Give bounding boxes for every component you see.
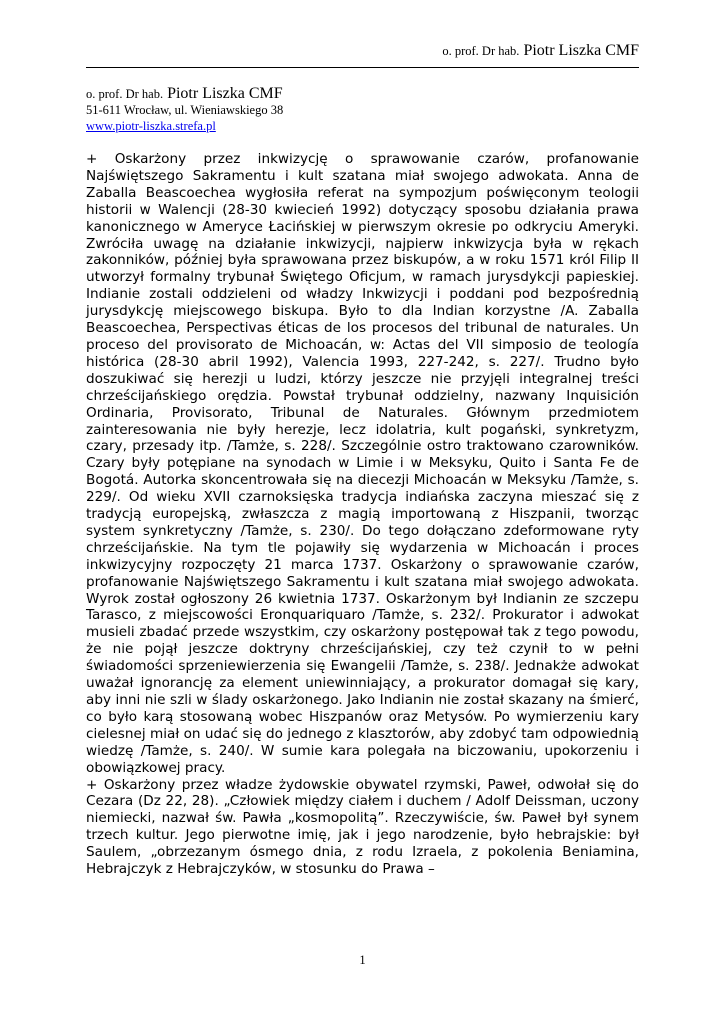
header-title-prefix: o. prof. Dr hab. — [442, 44, 520, 58]
header-author-name: Piotr Liszka CMF — [523, 42, 639, 59]
author-line — [86, 86, 283, 102]
body-paragraph-2: + Oskarżony przez władze żydowskie obywatel rzymski, Paweł, odwołał się do Cezara (Dz 22, 28). „Człowiek między ciałem i duchem / Adolf Deissman, uczony niemiecki, nazwał św. Pawła „kosmopolitą”. Rzeczywiście, św. Paweł był synem trzech kultur. Jego pierwotne imię, jak i jego narodzenie, było hebrajskie: był Saulem, „obrzezanym ósmego dnia, z rodu Izraela, z pokolenia Beniamina, Hebrajczyk z Hebrajczyków, w stosunku do Prawa – — [86, 776, 639, 878]
author-title-prefix: o. prof. Dr hab. — [86, 87, 164, 101]
running-header — [442, 42, 639, 60]
author-block — [86, 86, 283, 134]
author-website-link[interactable]: www.piotr-liszka.strefa.pl — [86, 119, 216, 133]
page-number: 1 — [359, 953, 366, 967]
header-rule — [86, 67, 639, 68]
author-name: Piotr Liszka CMF — [167, 85, 283, 102]
document-body — [86, 151, 639, 878]
body-paragraph-1: + Oskarżony przez inkwizycję o sprawowanie czarów, profanowanie Najświętszego Sakramentu i kult szatana miał swojego adwokata. Anna de Zaballa Beascoechea wygłosiła referat na sympozjum poświęconym teologii historii w Walencji (28-30 kwiecień 1992) dotyczący sposobu działania prawa kanonicznego w Ameryce Łacińskiej w pierwszym okresie po odkryciu Ameryki. Zwróciła uwagę na działanie inkwizycji, najpierw inkwizycja była w rękach zakonników, później była sprawowana przez biskupów, a w roku 1571 król Filip II utworzył formalny trybunał Świętego Oficjum, w ramach jurysdykcji papieskiej. Indianie zostali oddzieleni od władzy Inkwizycji i poddani pod bezpośrednią jurysdykcję miejscowego biskupa. Było to dla Indian korzystne /A. Zaballa Beascoechea, Perspectivas éticas de los procesos del tribunal de naturales. Un proceso del provisorato de Michoacán, w: Actas del VII simposio de teología histórica (28-30 abril 1992), Valencia 1993, 227-242, s. 227/. Trudno było doszukiwać się herezji u ludzi, którzy jeszcze nie przyjęli integralnej treści chrześcijańskiego orędzia. Powstał trybunał oddzielny, nazwany Inquisición Ordinaria, Provisorato, Tribunal de Naturales. Głównym przedmiotem zainteresowania nie były herezje, lecz idolatria, kult pogański, synkretyzm, czary, przesady itp. /Tamże, s. 228/. Szczególnie ostro traktowano czarowników. Czary były potępiane na synodach w Limie i w Meksyku, Quito i Santa Fe de Bogotá. Autorka skoncentrowała się na diecezji Michoacán w Meksyku /Tamże, s. 229/. Od wieku XVII czarnoksięska tradycja indiańska zaczyna mieszać się z tradycją europejską, zwłaszcza z magią importowaną z Hiszpanii, tworząc system synkretyczny /Tamże, s. 230/. Do tego dołączano zdeformowane ryty chrześcijańskie. Na tym tle pojawiły się wydarzenia w Michoacán i proces inkwizycyjny rozpoczęty 21 marca 1737. Oskarżony o sprawowanie czarów, profanowanie Najświętszego Sakramentu i kult szatana miał swojego adwokata. Wyrok został ogłoszony 26 kwietnia 1737. Oskarżonym był Indianin ze szczepu Tarasco, z miejscowości Eronquariquaro /Tamże, s. 232/. Prokurator i adwokat musieli zbadać przede wszystkim, czy oskarżony postępował tak z tego powodu, że nie pojął jeszcze doktryny chrześcijańskiej, czy też czynił to w pełni świadomości sprzeniewierzenia się Ewangelii /Tamże, s. 238/. Jednakże adwokat uważał ignorancję za element uniewinniający, a prokurator domagał się kary, aby inni nie szli w ślady oskarżonego. Jako Indianin nie został skazany na śmierć, co było karą stosowaną wobec Hiszpanów oraz Metysów. Po wymierzeniu kary cielesnej miał on udać się do jednego z klasztorów, aby zdobyć tam odpowiednią wiedzę /Tamże, s. 240/. W sumie kara polegała na biczowaniu, upokorzeniu i obowiązkowej pracy. — [86, 151, 639, 776]
author-address: 51-611 Wrocław, ul. Wieniawskiego 38 — [86, 103, 284, 117]
